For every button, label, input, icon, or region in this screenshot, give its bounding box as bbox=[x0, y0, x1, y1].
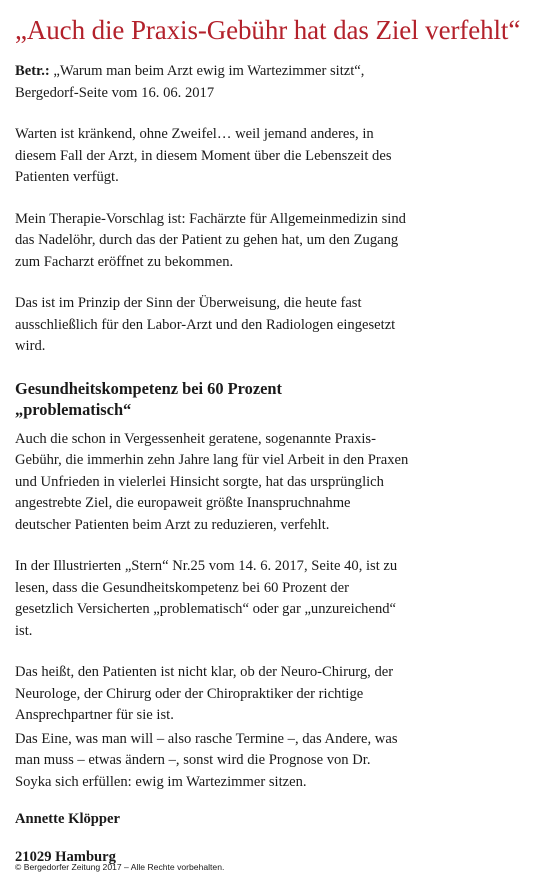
article bbox=[15, 14, 535, 868]
paragraph: Warten ist kränkend, ohne Zweifel… weil jemand anderes, in diesem Fall der Arzt, in diesem Moment über die Lebenszeit des Patienten verfügt. bbox=[15, 126, 392, 185]
reference-label: Betr.: bbox=[15, 63, 50, 79]
article-subheading: Gesundheitskompetenz bei 60 Prozent „problematisch“ bbox=[15, 378, 282, 419]
reference-text: „Warum man beim Arzt ewig im Wartezimmer sitzt“, Bergedorf-Seite vom 16. 06. 2017 bbox=[15, 63, 365, 101]
author-name: Annette Klöpper bbox=[15, 811, 120, 827]
paragraph: Das heißt, den Patienten ist nicht klar, ob der Neuro-Chirurg, der Neurologe, der Chirurg oder der Chiropraktiker der richtige Ansprechpartner für sie ist. bbox=[15, 664, 394, 723]
paragraph: Mein Therapie-Vorschlag ist: Fachärzte für Allgemeinmedizin sind das Nadelöhr, durch das der Patient zu gehen hat, um den Zugang zum Facharzt eröffnet zu bekommen. bbox=[15, 210, 406, 270]
paragraph: Auch die schon in Vergessenheit geratene, sogenannte Praxis-Gebühr, die immerhin zehn Jahre lang für viel Arbeit in den Praxen und Unfrieden in vielerlei Hinsicht sorgte, hat das ursprünglich angestrebte Ziel, die europaweit größte Inanspruchnahme deutscher Patienten beim Arzt zu reduzieren, verfehlt. bbox=[15, 430, 409, 533]
author-location: 21029 Hamburg bbox=[15, 849, 116, 865]
copyright-notice: © Bergedorfer Zeitung 2017 – Alle Rechte vorbehalten. bbox=[15, 862, 225, 872]
reference-line bbox=[15, 61, 415, 104]
article-headline: „Auch die Praxis-Gebühr hat das Ziel verfehlt“ bbox=[15, 15, 521, 45]
paragraph: Das Eine, was man will – also rasche Termine –, das Andere, was man muss – etwas ändern –, sonst wird die Prognose von Dr. Soyka sich erfüllen: ewig im Wartezimmer sitzen. bbox=[15, 730, 398, 790]
paragraph: Das ist im Prinzip der Sinn der Überweisung, die heute fast ausschließlich für den Labor-Arzt und den Radiologen eingesetzt wird. bbox=[15, 295, 396, 354]
paragraph: In der Illustrierten „Stern“ Nr.25 vom 14. 6. 2017, Seite 40, ist zu lesen, dass die Gesundheitskompetenz bei 60 Prozent der gesetzlich Versicherten „problematisch“ oder gar „unzureichend“ ist. bbox=[15, 558, 398, 639]
